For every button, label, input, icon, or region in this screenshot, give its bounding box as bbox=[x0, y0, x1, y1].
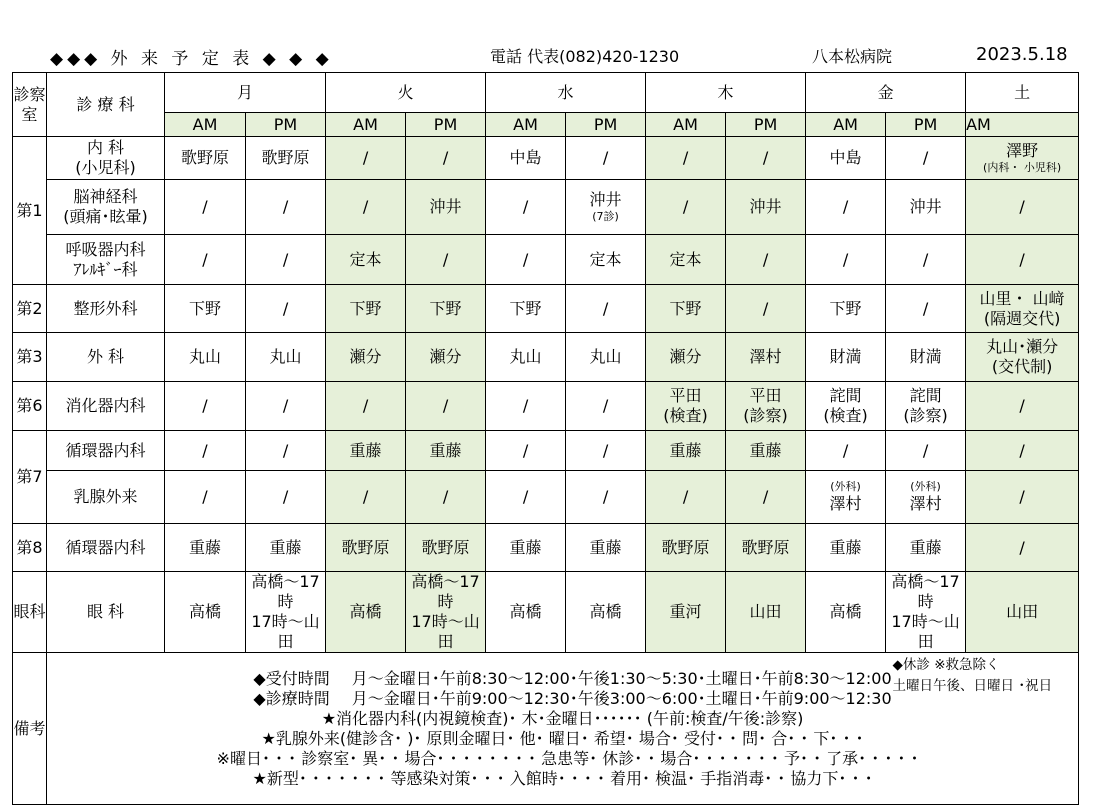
header-room: 診察室 bbox=[13, 73, 47, 137]
cell: (外科) 澤村 bbox=[886, 471, 966, 524]
tue-am: AM bbox=[326, 113, 406, 137]
cell: 高橋 bbox=[165, 572, 246, 653]
cell: 丸山 bbox=[566, 333, 646, 382]
cell: 重藤 bbox=[726, 431, 806, 471]
cell: 重藤 bbox=[246, 524, 326, 572]
cell: 定本 bbox=[646, 235, 726, 285]
cell: / bbox=[566, 431, 646, 471]
cell: / bbox=[406, 137, 486, 180]
cell: 詫間 (検査) bbox=[806, 382, 886, 431]
room-6: 第6 bbox=[13, 382, 47, 431]
cell: / bbox=[165, 431, 246, 471]
table-row bbox=[13, 333, 1079, 382]
cell-sat: 澤野 (内科・ 小児科) bbox=[966, 137, 1079, 180]
remarks-label: 備考 bbox=[13, 653, 47, 805]
cell: 重河 bbox=[646, 572, 726, 653]
day-monday: 月 bbox=[165, 73, 326, 113]
fri-pm: PM bbox=[886, 113, 966, 137]
issue-date: 2023.5.18 bbox=[976, 44, 1068, 65]
cell: / bbox=[326, 382, 406, 431]
reception-hours: ◆受付時間 月～金曜日･午前8:30～12:00･午後1:30～5:30･土曜日･午前8:30～12:00 bbox=[253, 668, 892, 688]
table-row bbox=[13, 180, 1079, 235]
day-tuesday: 火 bbox=[326, 73, 486, 113]
wed-pm: PM bbox=[566, 113, 646, 137]
cell-sat: / bbox=[966, 431, 1079, 471]
cell: 平田 (検査) bbox=[646, 382, 726, 431]
cell-sat: 山里・ 山﨑 (隔週交代) bbox=[966, 285, 1079, 333]
cell: / bbox=[406, 471, 486, 524]
cell: 財満 bbox=[886, 333, 966, 382]
mon-am: AM bbox=[165, 113, 246, 137]
cell: / bbox=[486, 471, 566, 524]
cell: 高橋～17時 17時～山田 bbox=[886, 572, 966, 653]
cell: / bbox=[246, 180, 326, 235]
cell: / bbox=[726, 285, 806, 333]
cell: / bbox=[566, 471, 646, 524]
cell: 中島 bbox=[806, 137, 886, 180]
table-row bbox=[13, 471, 1079, 524]
cell: 下野 bbox=[165, 285, 246, 333]
room-2: 第2 bbox=[13, 285, 47, 333]
cell: 重藤 bbox=[566, 524, 646, 572]
cell: 瀬分 bbox=[646, 333, 726, 382]
cell: 下野 bbox=[806, 285, 886, 333]
cell: 沖井 bbox=[406, 180, 486, 235]
cell: / bbox=[566, 382, 646, 431]
cell: 重藤 bbox=[886, 524, 966, 572]
cell: / bbox=[566, 285, 646, 333]
cell: / bbox=[246, 285, 326, 333]
dept-ophthalmology: 眼 科 bbox=[47, 572, 165, 653]
table-row bbox=[13, 431, 1079, 471]
dept-respiratory: 呼吸器内科 ｱﾚﾙｷﾞｰ科 bbox=[47, 235, 165, 285]
cell: 丸山 bbox=[165, 333, 246, 382]
cell: 下野 bbox=[646, 285, 726, 333]
cell: / bbox=[886, 235, 966, 285]
thu-pm: PM bbox=[726, 113, 806, 137]
cell: 平田 (診察) bbox=[726, 382, 806, 431]
cell: / bbox=[165, 235, 246, 285]
cell: 定本 bbox=[566, 235, 646, 285]
cell: 高橋 bbox=[806, 572, 886, 653]
cell-sat: / bbox=[966, 524, 1079, 572]
cell: 重藤 bbox=[165, 524, 246, 572]
room-3: 第3 bbox=[13, 333, 47, 382]
cell: 山田 bbox=[726, 572, 806, 653]
table-row bbox=[13, 285, 1079, 333]
cell: (外科) 澤村 bbox=[806, 471, 886, 524]
cell: / bbox=[726, 235, 806, 285]
cell: / bbox=[646, 471, 726, 524]
cell: 丸山 bbox=[246, 333, 326, 382]
dept-breast-clinic: 乳腺外来 bbox=[47, 471, 165, 524]
cell: / bbox=[406, 235, 486, 285]
remarks-content bbox=[47, 653, 1079, 805]
cell: / bbox=[726, 137, 806, 180]
cell: 下野 bbox=[326, 285, 406, 333]
cell: / bbox=[646, 180, 726, 235]
dept-internal: 内 科 (小児科) bbox=[47, 137, 165, 180]
cell: / bbox=[566, 137, 646, 180]
cell: / bbox=[165, 180, 246, 235]
cell: / bbox=[486, 235, 566, 285]
dept-neurology: 脳神経科 (頭痛･眩暈) bbox=[47, 180, 165, 235]
cell: 沖井 bbox=[726, 180, 806, 235]
tue-pm: PM bbox=[406, 113, 486, 137]
room-7: 第7 bbox=[13, 431, 47, 524]
remarks-row bbox=[13, 653, 1079, 805]
cell: 詫間 (診察) bbox=[886, 382, 966, 431]
cell: / bbox=[406, 382, 486, 431]
dept-surgery: 外 科 bbox=[47, 333, 165, 382]
hospital-name: 八本松病院 bbox=[812, 47, 893, 66]
cell: / bbox=[246, 471, 326, 524]
remark-line: ★消化器内科(内視鏡検査)･ 木･金曜日･･････ (午前:検査/午後:診察) bbox=[321, 708, 804, 728]
cell-sat: 山田 bbox=[966, 572, 1079, 653]
cell-sat: / bbox=[966, 180, 1079, 235]
cell: / bbox=[886, 431, 966, 471]
cell-sat: 丸山･瀬分 (交代制) bbox=[966, 333, 1079, 382]
fri-am: AM bbox=[806, 113, 886, 137]
cell: 高橋 bbox=[486, 572, 566, 653]
cell: / bbox=[806, 431, 886, 471]
dept-cardiology-2: 循環器内科 bbox=[47, 524, 165, 572]
phone-number: 電話 代表(082)420-1230 bbox=[490, 47, 680, 66]
header-department: 診 療 科 bbox=[47, 73, 165, 137]
cell: 歌野原 bbox=[326, 524, 406, 572]
sat-am: AM bbox=[966, 113, 1079, 137]
cell: 歌野原 bbox=[165, 137, 246, 180]
cell: 瀬分 bbox=[406, 333, 486, 382]
remark-line: ※曜日･ ･ ･ 診察室･ 異･ ･ 場合･ ･ ･ ･ ･ ･ ･ ･ 急患等･ 休診･ ･ 場合･ ･ ･ ･ ･ ･ ･ 予･ ･ 了承･ ･ ･ ･ ･ bbox=[216, 748, 919, 768]
cell: 重藤 bbox=[406, 431, 486, 471]
cell: 重藤 bbox=[486, 524, 566, 572]
table-row bbox=[13, 137, 1079, 180]
cell: / bbox=[246, 235, 326, 285]
cell: / bbox=[646, 137, 726, 180]
cell: 沖井 bbox=[886, 180, 966, 235]
day-thursday: 木 bbox=[646, 73, 806, 113]
cell: / bbox=[486, 180, 566, 235]
cell: / bbox=[326, 137, 406, 180]
room-ophthalmology: 眼科 bbox=[13, 572, 47, 653]
cell: 丸山 bbox=[486, 333, 566, 382]
cell: / bbox=[326, 180, 406, 235]
cell: / bbox=[726, 471, 806, 524]
remark-line: ★新型･ ･ ･ ･ ･ ･ ･ 等感染対策･ ･ ･ 入館時･ ･ ･ ･ 着用･ 検温･ 手指消毒･ ･ 協力下･ ･ ･ bbox=[252, 768, 873, 788]
cell: 歌野原 bbox=[406, 524, 486, 572]
table-row bbox=[13, 235, 1079, 285]
cell: 高橋～17時 17時～山田 bbox=[246, 572, 326, 653]
consultation-hours: ◆診療時間 月～金曜日･午前9:00～12:30･午後3:00～6:00･土曜日･午前9:00～12:30 bbox=[253, 688, 892, 708]
day-friday: 金 bbox=[806, 73, 966, 113]
cell: / bbox=[165, 382, 246, 431]
room-1: 第1 bbox=[13, 137, 47, 285]
cell: 澤村 bbox=[726, 333, 806, 382]
dept-gastroenterology: 消化器内科 bbox=[47, 382, 165, 431]
mon-pm: PM bbox=[246, 113, 326, 137]
cell-sat: / bbox=[966, 235, 1079, 285]
remark-line: ★乳腺外来(健診含･ )･ 原則金曜日･ 他･ 曜日･ 希望･ 場合･ 受付･ ･ 問･ 合･ ･ 下･ ･ ･ bbox=[261, 728, 864, 748]
cell: / bbox=[886, 137, 966, 180]
cell-sat: / bbox=[966, 471, 1079, 524]
cell: 重藤 bbox=[806, 524, 886, 572]
cell: / bbox=[486, 431, 566, 471]
cell: 高橋 bbox=[566, 572, 646, 653]
cell: 重藤 bbox=[326, 431, 406, 471]
cell: 沖井 (7診) bbox=[566, 180, 646, 235]
cell: / bbox=[246, 382, 326, 431]
cell: 下野 bbox=[486, 285, 566, 333]
cell: 瀬分 bbox=[326, 333, 406, 382]
closed-days: ◆休診 ※救急除く 土曜日午後、日曜日 ･祝日 bbox=[892, 657, 1053, 694]
cell: / bbox=[246, 431, 326, 471]
cell: 歌野原 bbox=[726, 524, 806, 572]
cell-sat: / bbox=[966, 382, 1079, 431]
cell: 高橋～17時 17時～山田 bbox=[406, 572, 486, 653]
table-row bbox=[13, 382, 1079, 431]
cell: 高橋 bbox=[326, 572, 406, 653]
table-row bbox=[13, 524, 1079, 572]
cell: 財満 bbox=[806, 333, 886, 382]
cell: / bbox=[486, 382, 566, 431]
cell: 定本 bbox=[326, 235, 406, 285]
thu-am: AM bbox=[646, 113, 726, 137]
cell: / bbox=[806, 180, 886, 235]
page-title: ◆◆◆ 外 来 予 定 表 ◆ ◆ ◆ bbox=[50, 49, 333, 69]
header-row-days bbox=[13, 73, 1079, 113]
header-row-ampm bbox=[13, 113, 1079, 137]
cell: 歌野原 bbox=[246, 137, 326, 180]
day-wednesday: 水 bbox=[486, 73, 646, 113]
dept-orthopedics: 整形外科 bbox=[47, 285, 165, 333]
table-row bbox=[13, 572, 1079, 653]
room-8: 第8 bbox=[13, 524, 47, 572]
dept-cardiology: 循環器内科 bbox=[47, 431, 165, 471]
cell: 中島 bbox=[486, 137, 566, 180]
wed-am: AM bbox=[486, 113, 566, 137]
cell: / bbox=[886, 285, 966, 333]
cell: / bbox=[165, 471, 246, 524]
cell: / bbox=[326, 471, 406, 524]
cell: 歌野原 bbox=[646, 524, 726, 572]
cell: 下野 bbox=[406, 285, 486, 333]
day-saturday: 土 bbox=[966, 73, 1079, 113]
cell: 重藤 bbox=[646, 431, 726, 471]
cell: / bbox=[806, 235, 886, 285]
outpatient-schedule-table bbox=[12, 72, 1079, 805]
